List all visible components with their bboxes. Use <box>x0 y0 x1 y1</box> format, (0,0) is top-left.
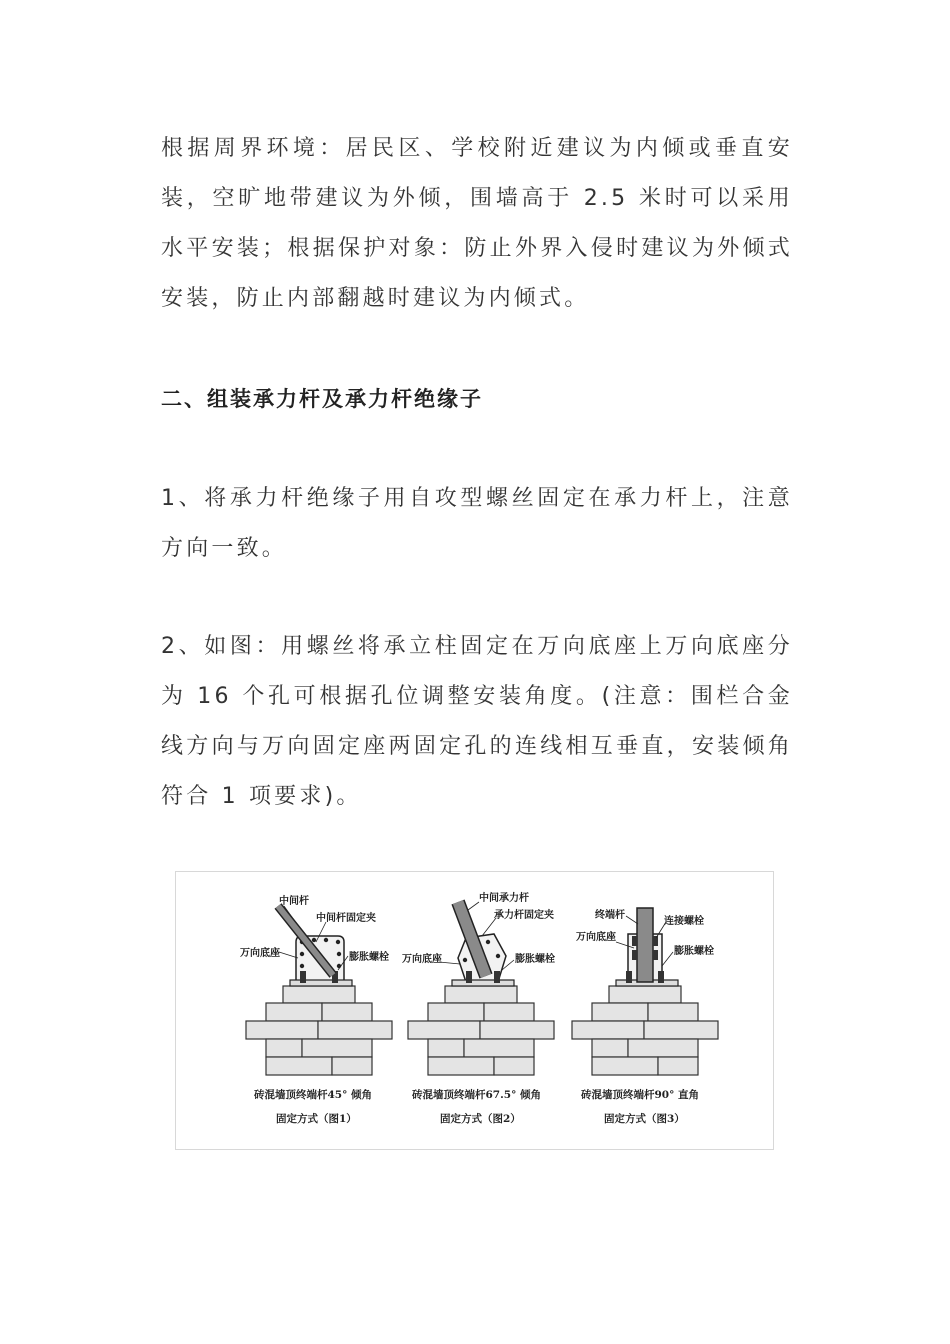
label-clamp-1: 中间杆固定夹 <box>316 913 376 924</box>
caption-2-line-2: 固定方式（图2） <box>440 1113 521 1125</box>
label-rod-2: 中间承力杆 <box>479 893 529 904</box>
label-base-1: 万向底座 <box>240 948 280 959</box>
label-rod-3: 终端杆 <box>595 910 625 921</box>
paragraph-step-2: 2、如图：用螺丝将承立柱固定在万向底座上万向底座分为 16 个孔可根据孔位调整安装角度。(注意：围栏合金线方向与万向固定座两固定孔的连线相互垂直，安装倾角符合 1 项要求)。 <box>161 634 793 809</box>
paragraph-step-1: 1、将承力杆绝缘子用自攻型螺丝固定在承力杆上，注意方向一致。 <box>161 486 793 561</box>
section-heading: 二、组装承力杆及承力杆绝缘子 <box>161 387 483 411</box>
caption-2-line-1: 砖混墙顶终端杆67.5° 倾角 <box>412 1089 541 1101</box>
label-rod-1: 中间杆 <box>279 896 309 907</box>
caption-1-line-2: 固定方式（图1） <box>276 1113 357 1125</box>
caption-3-line-1: 砖混墙顶终端杆90° 直角 <box>581 1089 700 1101</box>
caption-1-line-1: 砖混墙顶终端杆45° 倾角 <box>254 1089 373 1101</box>
caption-3-line-2: 固定方式（图3） <box>604 1113 685 1125</box>
label-bolt-2: 膨胀螺栓 <box>515 954 555 965</box>
label-base-3: 万向底座 <box>576 932 616 943</box>
label-bolt-3: 膨胀螺栓 <box>674 946 714 957</box>
paragraph-installation-angle: 根据周界环境：居民区、学校附近建议为内倾或垂直安装，空旷地带建议为外倾，围墙高于 2.5 米时可以采用水平安装；根据保护对象：防止外界入侵时建议为外倾式安装，防止内部翻越时建议为内倾式。 <box>161 136 793 311</box>
installation-diagram-svg <box>176 872 773 1149</box>
installation-diagram <box>175 871 774 1150</box>
label-clamp-2: 承力杆固定夹 <box>494 910 554 921</box>
label-bolt-1: 膨胀螺栓 <box>349 952 389 963</box>
label-base-2: 万向底座 <box>402 954 442 965</box>
label-connect-3: 连接螺栓 <box>664 916 704 927</box>
